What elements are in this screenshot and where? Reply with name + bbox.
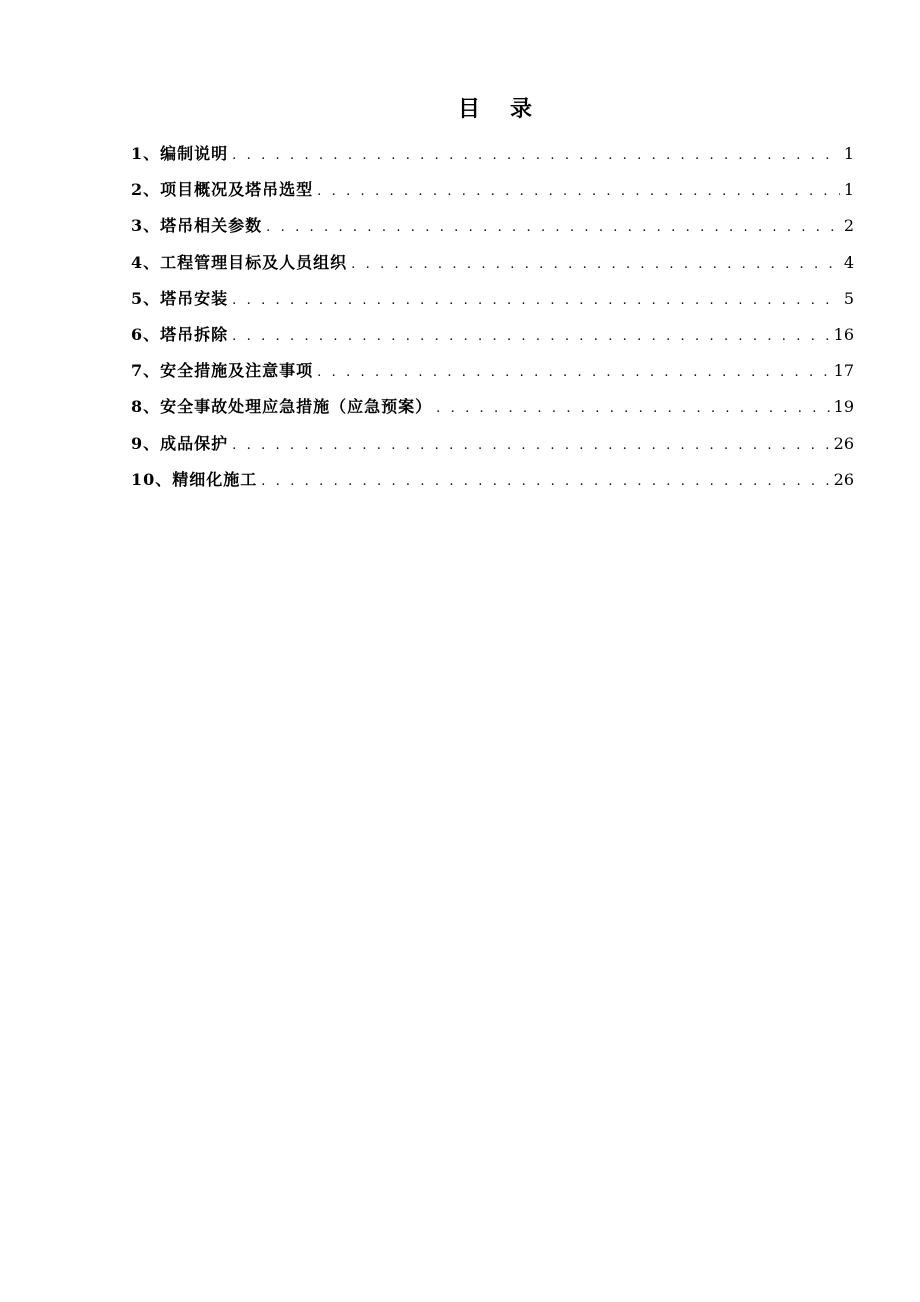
toc-entry[interactable]	[131, 285, 854, 321]
toc-entry[interactable]	[131, 321, 854, 357]
toc-entry-page-number: 26	[833, 433, 854, 453]
toc-entry-label: 4、工程管理目标及人员组织	[131, 252, 348, 272]
toc-entry[interactable]	[131, 176, 854, 212]
toc-title	[0, 92, 920, 123]
toc-dot-leader	[266, 214, 840, 242]
toc-dot-leader	[317, 359, 830, 387]
toc-entry-page-number: 2	[843, 216, 854, 236]
toc-entry-label: 8、安全事故处理应急措施（应急预案）	[131, 397, 433, 417]
toc-entry[interactable]	[131, 249, 854, 285]
toc-entry[interactable]	[131, 393, 854, 429]
toc-entry-page-number: 4	[843, 252, 854, 272]
toc-entry-label: 3、塔吊相关参数	[131, 216, 263, 236]
toc-entry-page-number: 5	[843, 288, 854, 308]
toc-title-char-1: 目	[457, 96, 480, 122]
toc-entry-label: 1、编制说明	[131, 144, 229, 163]
toc-entry[interactable]	[131, 430, 854, 466]
toc-entry-label: 6、塔吊拆除	[131, 324, 229, 344]
toc-dot-leader	[232, 323, 830, 351]
toc-dot-leader	[317, 178, 840, 206]
toc-dot-leader	[232, 142, 840, 170]
toc-entry-label: 5、塔吊安装	[131, 288, 229, 308]
toc-dot-leader	[436, 395, 830, 423]
toc-entry-label: 9、成品保护	[131, 433, 229, 453]
toc-entry-label: 2、项目概况及塔吊选型	[131, 180, 314, 200]
toc-entry-page-number: 26	[833, 469, 854, 489]
toc-entry-page-number: 1	[843, 144, 854, 163]
toc-entry-label: 7、安全措施及注意事项	[131, 361, 314, 381]
toc-entry[interactable]	[131, 212, 854, 248]
toc-dot-leader	[232, 287, 840, 315]
toc-entry-page-number: 1	[843, 180, 854, 200]
toc-dot-leader	[232, 432, 830, 460]
toc-title-char-2: 录	[510, 96, 533, 122]
toc-entry[interactable]	[131, 140, 854, 176]
toc-entry[interactable]	[131, 357, 854, 393]
toc-dot-leader	[351, 251, 840, 279]
toc-entry-page-number: 16	[833, 324, 854, 344]
toc-dot-leader	[261, 468, 829, 496]
toc-entry-label: 10、精细化施工	[131, 469, 258, 489]
toc-list	[131, 140, 854, 502]
toc-entry[interactable]	[131, 466, 854, 502]
toc-entry-page-number: 19	[833, 397, 854, 417]
toc-entry-page-number: 17	[833, 361, 854, 381]
